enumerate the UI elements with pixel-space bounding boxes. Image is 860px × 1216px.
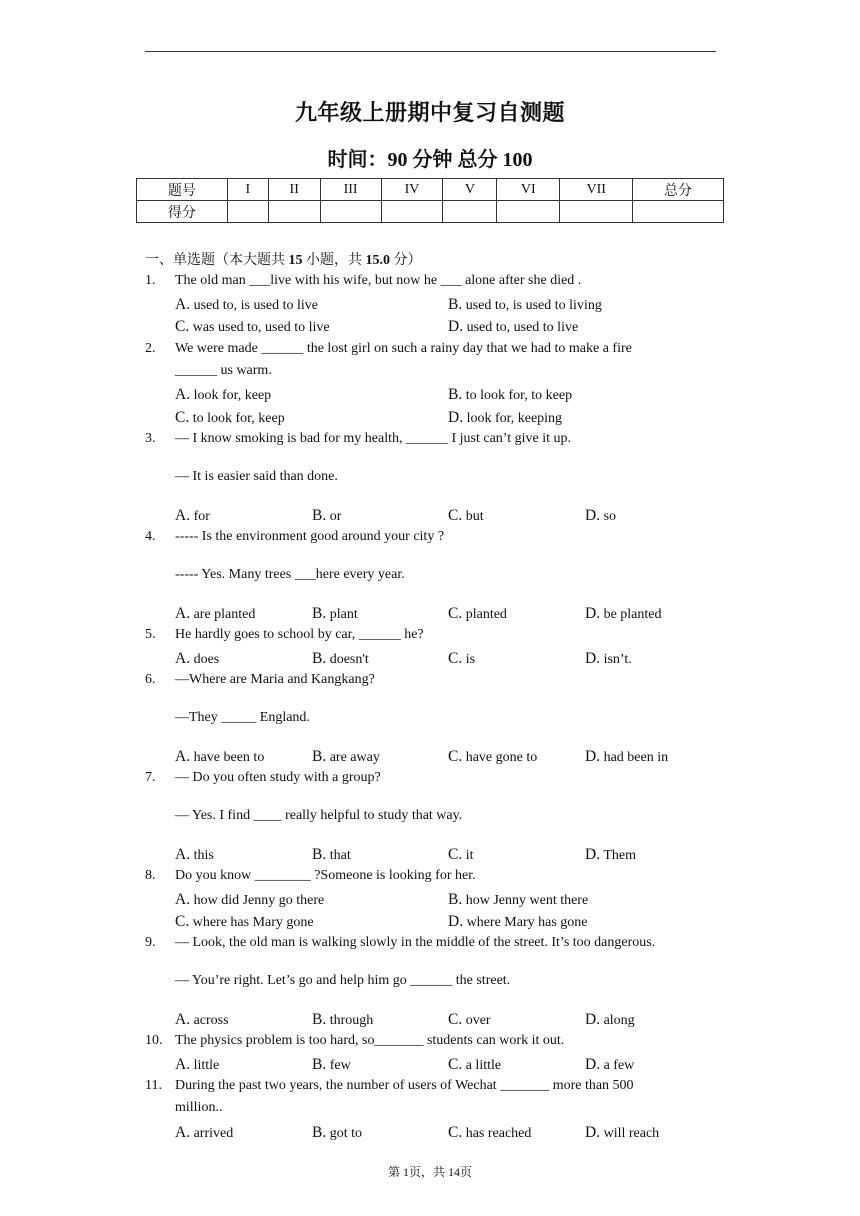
option-letter: A. (175, 507, 191, 524)
page-title: 九年级上册期中复习自测题 (294, 100, 565, 125)
option-text: but (462, 509, 484, 524)
answer-option (175, 913, 314, 931)
option-text: was used to, used to live (189, 320, 330, 335)
option-text: through (326, 1013, 374, 1028)
answer-option (312, 507, 341, 525)
answer-option (448, 913, 587, 931)
question-number: 5. (145, 627, 156, 642)
answer-option (448, 507, 484, 525)
answer-option (448, 409, 562, 427)
option-text: how Jenny went there (462, 893, 589, 908)
question-text: million.. (175, 1100, 223, 1115)
header-rule (145, 51, 716, 52)
question-text: ----- Is the environment good around your city ? (175, 529, 445, 544)
answer-option (175, 409, 285, 427)
option-letter: A. (175, 846, 191, 863)
option-letter: B. (312, 846, 327, 863)
option-text: a few (600, 1058, 635, 1073)
score-table (136, 178, 724, 223)
answer-option (585, 1011, 635, 1029)
option-letter: C. (175, 913, 190, 930)
question-number: 1. (145, 273, 156, 288)
question-number: 10. (145, 1033, 163, 1048)
exam-info: 时间：90 分钟 总分 100 (327, 149, 533, 171)
question-text: ______ us warm. (175, 363, 272, 378)
option-text: few (326, 1058, 351, 1073)
question-text: — Do you often study with a group? (175, 770, 381, 785)
question-number: 7. (145, 770, 156, 785)
option-letter: B. (312, 650, 327, 667)
question-number: 3. (145, 431, 156, 446)
answer-option (312, 605, 358, 623)
question-text: — It is easier said than done. (175, 469, 338, 484)
option-text: look for, keep (190, 388, 272, 403)
score-table-score-row (137, 201, 724, 223)
answer-option (312, 1011, 373, 1029)
score-cell: 题号 (137, 179, 228, 201)
option-text: where has Mary gone (189, 915, 314, 930)
score-cell: IV (381, 179, 443, 201)
answer-option (585, 605, 662, 623)
option-text: how did Jenny go there (190, 893, 325, 908)
question-text: He hardly goes to school by car, ______ he? (175, 627, 424, 642)
score-cell: II (268, 179, 320, 201)
option-text: does (190, 652, 220, 667)
answer-option (175, 1124, 233, 1142)
answer-option (175, 650, 219, 668)
answer-option (175, 605, 255, 623)
score-blank-cell (560, 201, 633, 223)
option-text: over (462, 1013, 491, 1028)
option-text: look for, keeping (463, 411, 563, 426)
option-text: plant (326, 607, 358, 622)
answer-option (312, 1056, 351, 1074)
question-number: 8. (145, 868, 156, 883)
option-text: got to (326, 1126, 362, 1141)
option-letter: C. (448, 748, 463, 765)
answer-option (175, 1011, 229, 1029)
option-letter: D. (585, 605, 601, 622)
option-text: have gone to (462, 750, 538, 765)
score-blank-cell (633, 201, 724, 223)
question-number: 6. (145, 672, 156, 687)
answer-option (175, 891, 324, 909)
option-letter: D. (585, 507, 601, 524)
option-letter: D. (585, 846, 601, 863)
answer-option (448, 605, 507, 623)
option-letter: A. (175, 1056, 191, 1073)
option-letter: B. (312, 1124, 327, 1141)
answer-option (312, 650, 369, 668)
answer-option (448, 296, 602, 314)
section-count: 15 (288, 253, 303, 268)
answer-option (312, 1124, 362, 1142)
option-letter: B. (312, 1011, 327, 1028)
answer-option (175, 386, 271, 404)
score-cell: 总分 (633, 179, 724, 201)
option-text: planted (462, 607, 507, 622)
option-text: are away (326, 750, 380, 765)
option-text: will reach (600, 1126, 660, 1141)
question-number: 2. (145, 341, 156, 356)
answer-option (585, 1056, 634, 1074)
answer-option (175, 318, 330, 336)
answer-option (448, 318, 578, 336)
question-text: We were made ______ the lost girl on such a rainy day that we had to make a fire (175, 341, 632, 356)
option-letter: A. (175, 1011, 191, 1028)
option-text: have been to (190, 750, 265, 765)
option-text: it (462, 848, 474, 863)
question-text: — You’re right. Let’s go and help him go ______ the street. (175, 973, 511, 988)
answer-option (448, 1124, 531, 1142)
option-letter: C. (175, 409, 190, 426)
score-blank-cell (320, 201, 381, 223)
option-text: along (600, 1013, 635, 1028)
option-text: used to, is used to living (462, 298, 602, 313)
section-prefix: 一、单选题（本大题共 (145, 253, 289, 268)
option-text: are planted (190, 607, 256, 622)
question-text: —Where are Maria and Kangkang? (175, 672, 375, 687)
option-text: that (326, 848, 351, 863)
page-footer: 第 1页，共 14页 (387, 1165, 472, 1179)
question-text: During the past two years, the number of users of Wechat _______ more than 500 (175, 1078, 634, 1093)
option-text: Them (600, 848, 636, 863)
answer-option (448, 650, 475, 668)
option-text: had been in (600, 750, 669, 765)
option-letter: D. (585, 650, 601, 667)
option-text: so (600, 509, 617, 524)
answer-option (585, 650, 632, 668)
option-letter: B. (448, 891, 463, 908)
section-suffix: 分） (390, 253, 422, 268)
option-letter: C. (448, 1124, 463, 1141)
answer-option (175, 296, 318, 314)
option-text: a little (462, 1058, 502, 1073)
option-letter: D. (585, 1124, 601, 1141)
option-text: where Mary has gone (463, 915, 588, 930)
option-text: for (190, 509, 210, 524)
option-text: to look for, to keep (462, 388, 573, 403)
answer-option (175, 748, 264, 766)
score-blank-cell (443, 201, 497, 223)
option-letter: A. (175, 296, 191, 313)
section-mid: 小题，共 (302, 253, 366, 268)
option-text: across (190, 1013, 229, 1028)
answer-option (448, 748, 537, 766)
score-cell: I (227, 179, 268, 201)
option-letter: D. (448, 409, 464, 426)
question-number: 11. (145, 1078, 162, 1093)
option-letter: B. (312, 507, 327, 524)
question-text: — Look, the old man is walking slowly in the middle of the street. It’s too dangerous. (175, 935, 656, 950)
option-text: this (190, 848, 214, 863)
option-text: used to, used to live (463, 320, 579, 335)
option-text: isn’t. (600, 652, 632, 667)
option-text: arrived (190, 1126, 234, 1141)
option-letter: A. (175, 1124, 191, 1141)
answer-option (585, 846, 636, 864)
option-letter: A. (175, 891, 191, 908)
option-letter: D. (585, 1011, 601, 1028)
answer-option (175, 1056, 219, 1074)
answer-option (448, 891, 588, 909)
question-text: The physics problem is too hard, so_______ students can work it out. (175, 1033, 565, 1048)
question-text: — I know smoking is bad for my health, ______ I just can’t give it up. (175, 431, 571, 446)
score-cell: VI (497, 179, 560, 201)
option-letter: C. (448, 1011, 463, 1028)
question-number: 4. (145, 529, 156, 544)
option-letter: A. (175, 748, 191, 765)
score-table-header-row (137, 179, 724, 201)
answer-option (585, 748, 668, 766)
option-text: little (190, 1058, 220, 1073)
answer-option (448, 386, 572, 404)
option-letter: C. (448, 507, 463, 524)
score-blank-cell (227, 201, 268, 223)
question-text: — Yes. I find ____ really helpful to study that way. (175, 808, 463, 823)
score-blank-cell (268, 201, 320, 223)
option-letter: A. (175, 386, 191, 403)
option-letter: B. (312, 748, 327, 765)
option-text: be planted (600, 607, 662, 622)
option-letter: B. (448, 386, 463, 403)
score-cell: V (443, 179, 497, 201)
option-letter: C. (448, 650, 463, 667)
score-cell: 得分 (137, 201, 228, 223)
answer-option (175, 846, 214, 864)
option-letter: D. (585, 748, 601, 765)
answer-option (585, 1124, 659, 1142)
option-letter: A. (175, 605, 191, 622)
option-text: to look for, keep (189, 411, 285, 426)
option-letter: C. (448, 1056, 463, 1073)
score-cell: VII (560, 179, 633, 201)
score-cell: III (320, 179, 381, 201)
answer-option (448, 1056, 501, 1074)
option-letter: A. (175, 650, 191, 667)
option-text: has reached (462, 1126, 532, 1141)
option-text: or (326, 509, 342, 524)
answer-option (448, 1011, 491, 1029)
answer-option (585, 507, 616, 525)
option-text: used to, is used to live (190, 298, 319, 313)
option-letter: C. (448, 846, 463, 863)
answer-option (448, 846, 474, 864)
option-text: is (462, 652, 476, 667)
option-letter: B. (312, 1056, 327, 1073)
question-text: ----- Yes. Many trees ___here every year. (175, 567, 405, 582)
score-blank-cell (381, 201, 443, 223)
answer-option (312, 846, 351, 864)
option-letter: B. (312, 605, 327, 622)
option-letter: D. (448, 913, 464, 930)
option-letter: D. (448, 318, 464, 335)
option-text: doesn't (326, 652, 369, 667)
option-letter: C. (175, 318, 190, 335)
question-number: 9. (145, 935, 156, 950)
question-text: The old man ___live with his wife, but now he ___ alone after she died . (175, 273, 582, 288)
question-text: Do you know ________ ?Someone is looking for her. (175, 868, 476, 883)
question-text: —They _____ England. (175, 710, 310, 725)
section-heading (145, 249, 422, 269)
option-letter: C. (448, 605, 463, 622)
option-letter: D. (585, 1056, 601, 1073)
option-letter: B. (448, 296, 463, 313)
answer-option (312, 748, 380, 766)
section-points: 15.0 (365, 253, 390, 268)
answer-option (175, 507, 210, 525)
score-blank-cell (497, 201, 560, 223)
